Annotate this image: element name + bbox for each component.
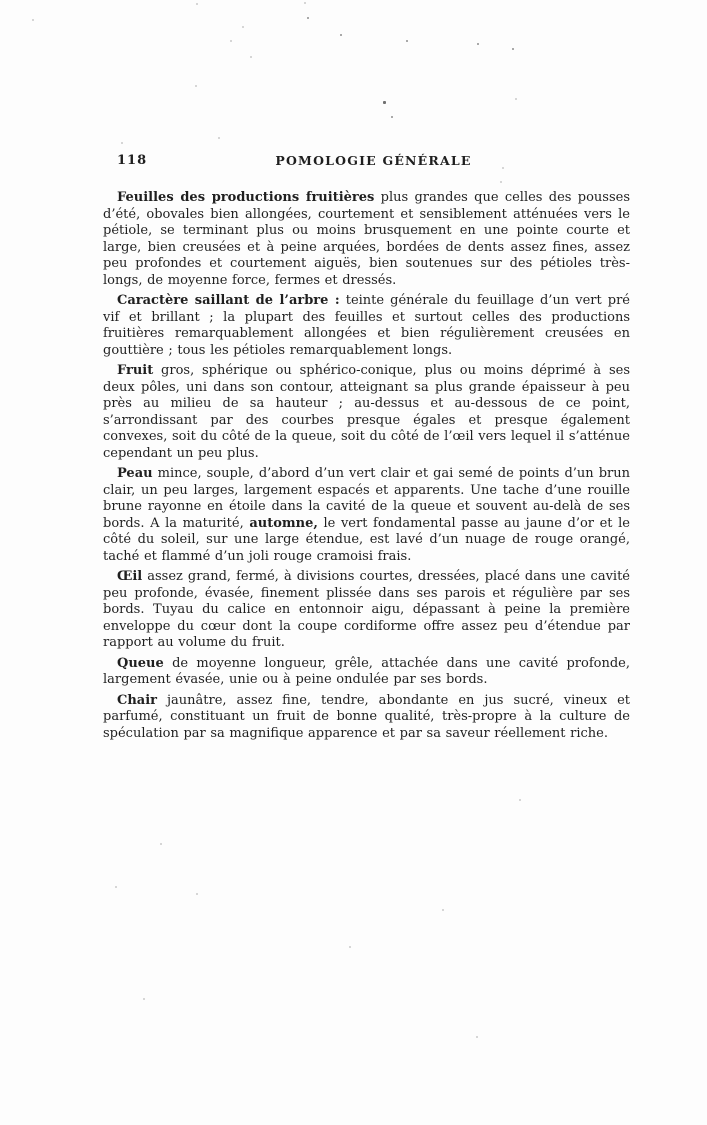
paragraph-body: de moyenne longueur, grêle, attachée dans une cavité profonde, largement évasée, unie ou à peine ondulée par ses bords. [103,655,630,687]
paragraph-body: assez grand, fermé, à divisions courtes, dressées, placé dans une cavité peu profonde, évasée, finement plissée dans ses parois et régulière par ses bords. Tuyau du calice en entonnoir aigu, dépassant à peine la première enveloppe du cœur dont la coupe cordiforme offre assez peu d’étendue par rapport au volume du fruit. [103,569,630,650]
paragraph-body: plus grandes que celles des pousses d’été, obovales bien allongées, courtement et sensiblement atténuées vers le pétiole, se terminant plus ou moins brusquement en une pointe courte et large, bien creusées et à peine arquées, bordées de dents assez fines, assez peu profondes et courtement aiguës, bien soutenues sur des pétioles très-longs, de moyenne force, fermes et dressés. [103,190,631,288]
paragraph-fruit [103,363,630,462]
scan-speck [32,19,34,21]
scan-speck [218,137,220,139]
scan-speck [121,142,123,144]
scan-speck [442,909,444,911]
scan-speck [143,998,145,1000]
paragraph-body: le vert fondamental passe au jaune d’or et le côté du soleil, sur une large étendue, est lavé d’un nuage de rouge orangé, taché et flammé d’un joli rouge cramoisi frais. [103,515,630,564]
paragraph-body: mince, souple, d’abord d’un vert clair et gai semé de points d’un brun clair, un peu larges, largement espacés et apparents. Une tache d’une rouille brune rayonne en étoile dans la cavité de la queue et souvent au-delà de ses bords. A la maturité, [103,466,630,531]
paragraph-lead: Peau [117,466,153,481]
paragraph-chair [103,693,630,743]
running-header [103,153,630,171]
running-title: POMOLOGIE GÉNÉRALE [275,153,472,168]
paragraph-lead: Queue [117,655,164,671]
scan-speck [512,48,514,50]
scan-speck [242,26,244,28]
paragraph-body: jaunâtre, assez fine, tendre, abondante en jus sucré, vineux et parfumé, constituant un fruit de bonne qualité, très-propre à la culture de spéculation par sa magnifique apparence et par sa saveur réellement riche. [103,692,630,741]
scan-speck [406,40,408,42]
scan-speck [196,3,198,5]
scan-speck [477,43,479,45]
scan-speck [196,893,198,895]
paragraph-body: gros, sphérique ou sphérico-conique, plus ou moins déprimé à ses deux pôles, uni dans son contour, atteignant sa plus grande épaisseur à peu près au milieu de sa hauteur ; au-dessus et au-dessous de ce point, s’arrondissant par des courbes presque égales et presque également convexes, soit du côté de la queue, soit du côté de l’œil vers lequel il s’atténue cependant un peu plus. [103,363,630,461]
scan-speck [383,101,386,104]
scan-speck [195,85,197,87]
paragraph-body: teinte générale du feuillage d’un vert pré vif et brillant ; la plupart des feuilles et surtout celles des productions fruitières remarquablement allongées et bien régulièrement creusées en gouttière ; tous les pétioles remarquablement longs. [103,293,630,358]
page-number: 118 [117,153,148,168]
scan-speck [307,17,309,19]
text-block [103,153,630,742]
scan-speck [519,799,521,801]
scan-speck [304,2,306,4]
scan-speck [160,843,162,845]
paragraph-lead: Feuilles des productions fruitières [117,190,375,205]
paragraph-inline-bold: automne, [249,515,318,531]
paragraph-caractere [103,293,630,359]
paragraph-lead: Œil [117,569,143,584]
scan-speck [515,98,517,100]
scan-speck [250,56,252,58]
scan-speck [115,886,117,888]
paragraph-lead: Chair [117,692,158,708]
scan-speck [230,40,232,42]
paragraph-feuilles [103,190,630,289]
paragraph-lead: Caractère saillant de l’arbre : [117,293,340,308]
scan-speck [391,116,393,118]
scan-speck [340,34,342,36]
paragraph-peau [103,466,630,565]
body-text [103,190,630,742]
scan-speck [476,1036,478,1038]
scan-speck [349,946,351,948]
paragraph-lead: Fruit [117,363,154,378]
paragraph-queue [103,656,630,689]
paragraph-oeil [103,569,630,652]
